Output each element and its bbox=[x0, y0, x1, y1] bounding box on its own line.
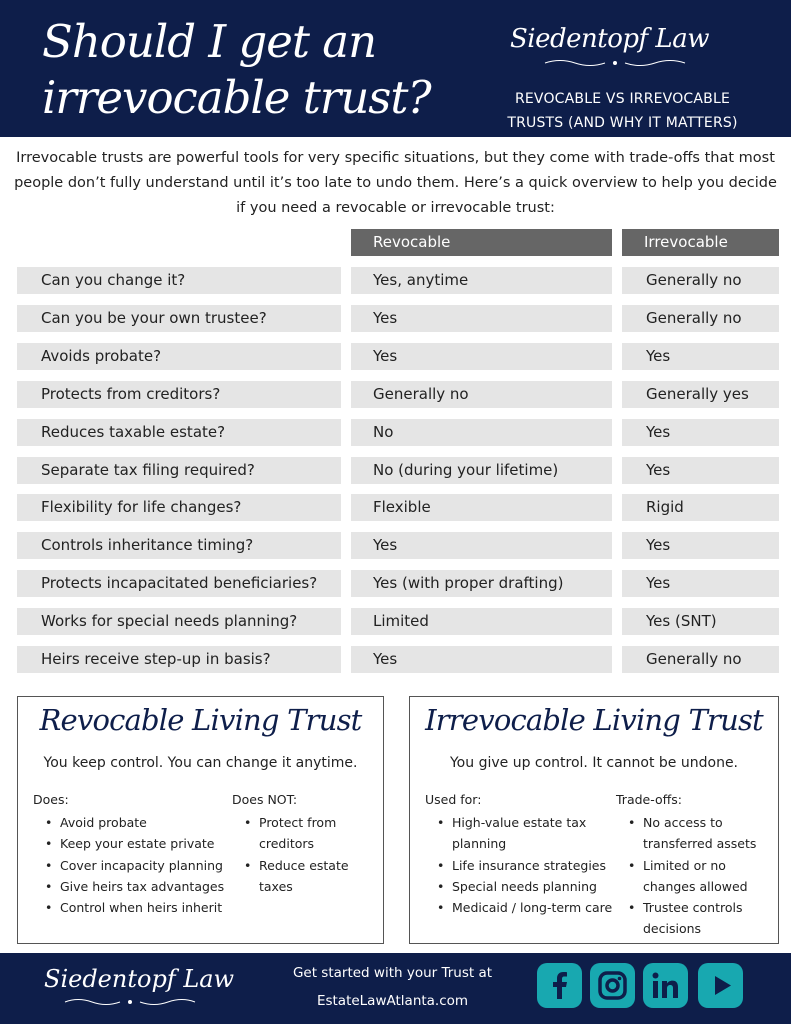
cell-revocable: Yes (with proper drafting) bbox=[351, 570, 612, 597]
cell-irrevocable: Generally no bbox=[622, 305, 779, 332]
intro-paragraph: Irrevocable trusts are powerful tools for very specific situations, but they come with trade-offs that most people don’t fully understand until it’s too late to undo them. Here’s a quick overview to help you decide if you need a revocable or irrevocable trust: bbox=[14, 150, 777, 216]
page-title: Should I get an irrevocable trust? bbox=[42, 15, 431, 124]
row-question: Can you be your own trustee? bbox=[17, 305, 341, 332]
list-item: • Control when heirs inherit bbox=[33, 897, 233, 918]
cell-revocable: Limited bbox=[351, 608, 612, 635]
row-question: Flexibility for life changes? bbox=[17, 494, 341, 521]
trade-offs-list: Trade-offs: • No access to transferred assets • Limited or no changes allowed • Trustee controls decisions bbox=[616, 791, 771, 940]
cell-revocable: No (during your lifetime) bbox=[351, 457, 612, 484]
card-title: Irrevocable Living Trust bbox=[425, 703, 763, 737]
footer bbox=[0, 953, 791, 1024]
linkedin-icon[interactable] bbox=[643, 963, 688, 1008]
cell-irrevocable: Generally no bbox=[622, 646, 779, 673]
row-question: Separate tax filing required? bbox=[17, 457, 341, 484]
flourish-ornament bbox=[540, 58, 690, 68]
cell-irrevocable: Yes bbox=[622, 457, 779, 484]
cell-irrevocable: Yes (SNT) bbox=[622, 608, 779, 635]
instagram-icon[interactable] bbox=[590, 963, 635, 1008]
card-title: Revocable Living Trust bbox=[39, 703, 362, 737]
flourish-ornament bbox=[60, 997, 200, 1007]
table-row bbox=[0, 570, 791, 597]
row-question: Reduces taxable estate? bbox=[17, 419, 341, 446]
list-item: • No access to transferred assets bbox=[616, 812, 771, 855]
list-item: • Cover incapacity planning bbox=[33, 855, 233, 876]
cell-irrevocable: Yes bbox=[622, 419, 779, 446]
cell-irrevocable: Yes bbox=[622, 570, 779, 597]
row-question: Protects from creditors? bbox=[17, 381, 341, 408]
cell-revocable: Flexible bbox=[351, 494, 612, 521]
row-question: Avoids probate? bbox=[17, 343, 341, 370]
does-list: Does: • Avoid probate • Keep your estate private • Cover incapacity planning • Give heirs tax advantages • Control when heirs inherit bbox=[33, 791, 233, 918]
row-question: Can you change it? bbox=[17, 267, 341, 294]
cell-revocable: Yes, anytime bbox=[351, 267, 612, 294]
list-item: • Life insurance strategies bbox=[425, 855, 615, 876]
brand-logo: Siedentopf Law bbox=[510, 24, 709, 54]
subtitle: REVOCABLE VS IRREVOCABLE TRUSTS (AND WHY IT MATTERS) bbox=[507, 91, 738, 131]
used-for-list: Used for: • High-value estate tax planning • Life insurance strategies • Special needs planning • Medicaid / long-term care bbox=[425, 791, 615, 918]
card-subtitle: You keep control. You can change it anytime. bbox=[43, 755, 358, 771]
cell-irrevocable: Rigid bbox=[622, 494, 779, 521]
website-link[interactable]: EstateLawAtlanta.com bbox=[316, 993, 469, 1009]
row-question: Works for special needs planning? bbox=[17, 608, 341, 635]
table-row bbox=[0, 305, 791, 332]
table-row bbox=[0, 646, 791, 673]
cell-irrevocable: Generally no bbox=[622, 267, 779, 294]
footer-brand-logo: Siedentopf Law bbox=[44, 965, 235, 993]
list-item: • Protect from creditors bbox=[232, 812, 372, 855]
cell-irrevocable: Yes bbox=[622, 532, 779, 559]
card-subtitle: You give up control. It cannot be undone. bbox=[449, 755, 739, 771]
table-row bbox=[0, 381, 791, 408]
table-row bbox=[0, 457, 791, 484]
table-row bbox=[0, 608, 791, 635]
call-to-action: Get started with your Trust at EstateLawAtlanta.com bbox=[270, 959, 515, 1015]
irrevocable-card bbox=[409, 696, 779, 944]
cell-revocable: Yes bbox=[351, 343, 612, 370]
list-item: • High-value estate tax planning bbox=[425, 812, 615, 855]
column-header-revocable: Revocable bbox=[351, 229, 612, 256]
youtube-icon[interactable] bbox=[698, 963, 743, 1008]
revocable-card bbox=[17, 696, 384, 944]
cell-revocable: Yes bbox=[351, 646, 612, 673]
table-row bbox=[0, 494, 791, 521]
facebook-icon[interactable] bbox=[537, 963, 582, 1008]
cell-irrevocable: Generally yes bbox=[622, 381, 779, 408]
table-row bbox=[0, 267, 791, 294]
does-not-list: Does NOT: • Protect from creditors • Reduce estate taxes bbox=[232, 791, 372, 897]
cell-revocable: Yes bbox=[351, 532, 612, 559]
list-item: • Reduce estate taxes bbox=[232, 855, 372, 898]
table-row bbox=[0, 419, 791, 446]
header bbox=[0, 0, 791, 137]
list-item: • Avoid probate bbox=[33, 812, 233, 833]
list-item: • Special needs planning bbox=[425, 876, 615, 897]
row-question: Protects incapacitated beneficiaries? bbox=[17, 570, 341, 597]
list-item: • Medicaid / long-term care bbox=[425, 897, 615, 918]
row-question: Heirs receive step-up in basis? bbox=[17, 646, 341, 673]
cell-revocable: Generally no bbox=[351, 381, 612, 408]
row-question: Controls inheritance timing? bbox=[17, 532, 341, 559]
table-row bbox=[0, 532, 791, 559]
cell-revocable: No bbox=[351, 419, 612, 446]
cell-revocable: Yes bbox=[351, 305, 612, 332]
cell-irrevocable: Yes bbox=[622, 343, 779, 370]
list-item: • Limited or no changes allowed bbox=[616, 855, 771, 898]
list-item: • Trustee controls decisions bbox=[616, 897, 771, 940]
column-header-irrevocable: Irrevocable bbox=[622, 229, 779, 256]
list-item: • Give heirs tax advantages bbox=[33, 876, 233, 897]
table-row bbox=[0, 343, 791, 370]
list-item: • Keep your estate private bbox=[33, 833, 233, 854]
